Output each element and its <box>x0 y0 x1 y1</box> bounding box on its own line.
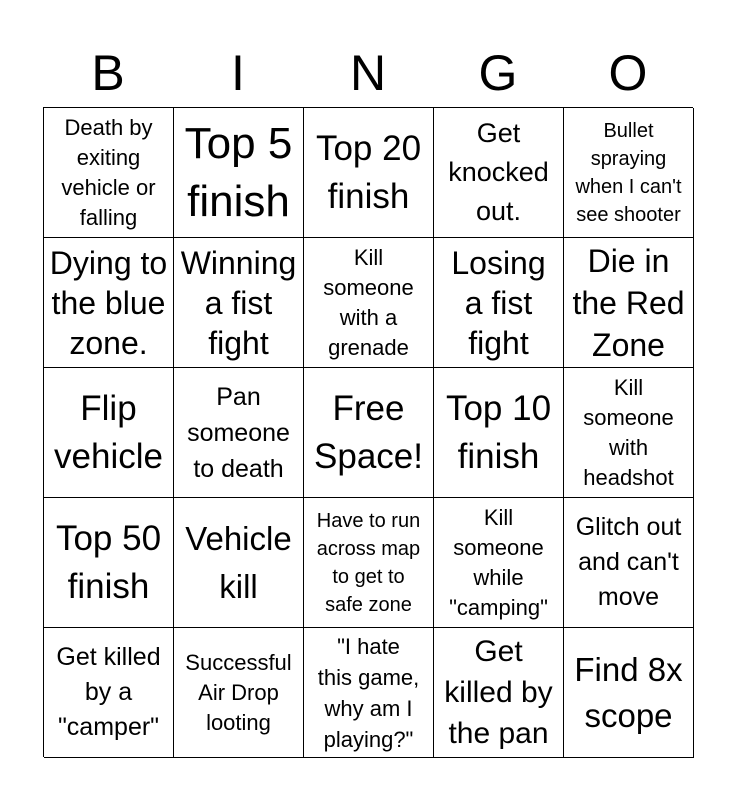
bingo-cell[interactable] <box>44 628 174 758</box>
bingo-cell[interactable] <box>434 108 564 238</box>
bingo-header <box>43 40 693 106</box>
cell-text: Glitch out and can't move <box>575 513 682 611</box>
cell-text: Get killed by a "camper" <box>56 643 161 741</box>
cell-text: Death by exiting vehicle or falling <box>61 114 156 230</box>
cell-text: Flip vehicle <box>54 388 163 476</box>
bingo-cell[interactable] <box>44 368 174 498</box>
bingo-cell[interactable] <box>304 108 434 238</box>
bingo-cell[interactable] <box>174 238 304 368</box>
bingo-cell[interactable] <box>44 108 174 238</box>
cell-text: Kill someone with a grenade <box>323 244 414 360</box>
bingo-cell[interactable] <box>44 498 174 628</box>
bingo-cell[interactable] <box>564 368 694 498</box>
bingo-cell[interactable] <box>434 628 564 758</box>
bingo-cell[interactable] <box>174 368 304 498</box>
cell-text: Get killed by the pan <box>444 635 553 750</box>
cell-text: Pan someone to death <box>187 382 290 483</box>
cell-text: Vehicle kill <box>185 519 292 605</box>
bingo-board <box>43 107 693 757</box>
header-letter-b: B <box>91 45 125 101</box>
bingo-cell[interactable] <box>564 108 694 238</box>
bingo-cell[interactable] <box>564 238 694 368</box>
cell-text: Get knocked out. <box>448 118 549 226</box>
bingo-cell[interactable] <box>564 498 694 628</box>
cell-text: Top 50 finish <box>55 518 162 606</box>
cell-text: Successful Air Drop looting <box>185 649 292 735</box>
header-letter-i: I <box>231 45 245 101</box>
bingo-cell[interactable] <box>304 368 434 498</box>
cell-text: Die in the Red Zone <box>572 242 685 363</box>
cell-text: Top 5 finish <box>184 118 293 226</box>
header-letter-g: G <box>478 45 518 101</box>
cell-text: Dying to the blue zone. <box>49 244 168 361</box>
cell-text: Free Space! <box>314 388 423 476</box>
bingo-cell[interactable] <box>434 368 564 498</box>
bingo-cell[interactable] <box>44 238 174 368</box>
bingo-cell[interactable] <box>304 498 434 628</box>
cell-text: Kill someone with headshot <box>583 374 674 490</box>
bingo-cell[interactable] <box>304 628 434 758</box>
cell-text: Bullet spraying when I can't see shooter <box>575 119 682 226</box>
header-letter-o: O <box>608 45 648 101</box>
bingo-cell[interactable] <box>174 498 304 628</box>
cell-text: "I hate this game, why am I playing?" <box>317 633 420 752</box>
cell-text: Kill someone while "camping" <box>449 504 548 620</box>
bingo-cell[interactable] <box>564 628 694 758</box>
cell-text: Winning a fist fight <box>180 244 297 361</box>
bingo-cell[interactable] <box>174 628 304 758</box>
cell-text: Find 8x scope <box>574 650 683 734</box>
bingo-cell[interactable] <box>174 108 304 238</box>
cell-text: Top 10 finish <box>445 388 552 476</box>
cell-text: Losing a fist fight <box>451 244 546 361</box>
cell-text: Have to run across map to get to safe zone <box>316 509 421 616</box>
bingo-cell[interactable] <box>434 498 564 628</box>
bingo-cell[interactable] <box>304 238 434 368</box>
bingo-cell[interactable] <box>434 238 564 368</box>
cell-text: Top 20 finish <box>315 128 422 216</box>
header-letter-n: N <box>349 45 387 101</box>
